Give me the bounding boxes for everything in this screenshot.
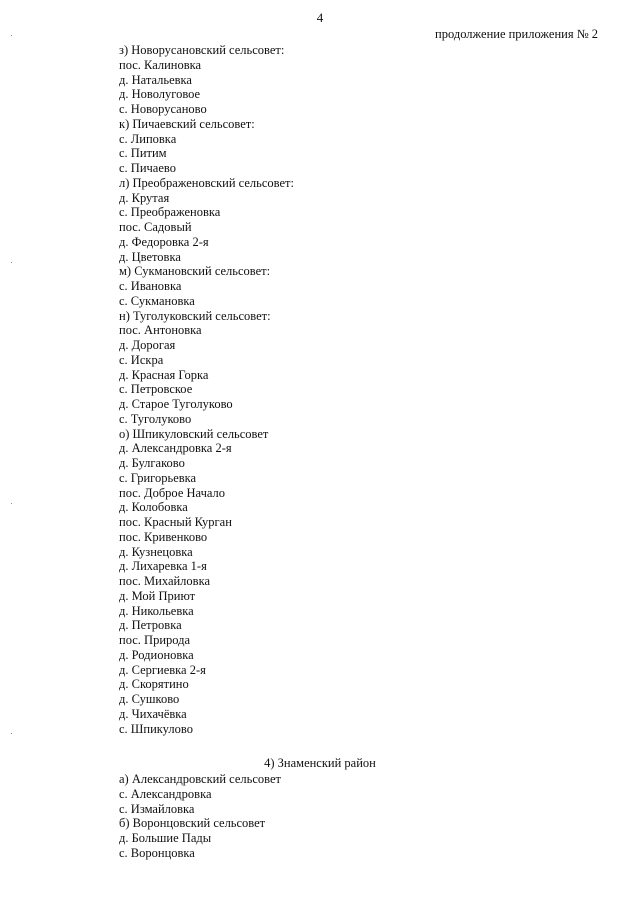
settlement-item: с. Александровка: [119, 786, 212, 801]
settlement-item: д. Колобовка: [119, 500, 188, 515]
settlement-item: д. Булгаково: [119, 456, 185, 470]
settlement-item: пос. Садовый: [119, 220, 192, 234]
settlement-item: с. Воронцовка: [119, 845, 195, 860]
settlement-item: пос. Красный Курган: [119, 515, 232, 529]
settlement-item: пос. Антоновка: [119, 323, 202, 338]
district-heading: 4) Знаменский район: [264, 756, 376, 770]
settlement-item: д. Цветовка: [119, 249, 181, 264]
scan-speck: [11, 35, 12, 36]
district-settlement-list: [119, 772, 281, 861]
settlement-item: д. Красная Горка: [119, 367, 209, 382]
settlement-item: д. Скорятино: [119, 677, 189, 692]
settlement-item: д. Родионовка: [119, 647, 194, 662]
settlement-item: д. Чихачёвка: [119, 706, 187, 721]
settlement-item: с. Шпикулово: [119, 721, 193, 736]
settlement-item: д. Крутая: [119, 190, 170, 205]
selsovet-heading: л) Преображеновский сельсовет:: [119, 175, 294, 190]
scan-speck: [11, 503, 12, 504]
scan-speck: [11, 262, 12, 263]
selsovet-heading: н) Туголуковский сельсовет:: [119, 308, 271, 323]
selsovet-heading: б) Воронцовский сельсовет: [119, 816, 266, 831]
settlement-item: с. Пичаево: [119, 161, 176, 175]
settlement-item: д. Сергиевка 2-я: [119, 662, 206, 677]
settlement-item: пос. Калиновка: [119, 57, 202, 72]
settlement-item: д. Большие Пады: [119, 831, 212, 845]
settlement-item: с. Сукмановка: [119, 293, 195, 308]
settlement-item: д. Кузнецовка: [119, 544, 193, 559]
settlement-item: д. Мой Приют: [119, 588, 196, 603]
settlement-item: с. Новорусаново: [119, 102, 207, 116]
selsovet-heading: к) Пичаевский сельсовет:: [119, 116, 255, 131]
selsovet-heading: а) Александровский сельсовет: [119, 772, 281, 786]
settlement-item: пос. Доброе Начало: [119, 485, 226, 500]
settlement-item: с. Туголуково: [119, 411, 192, 426]
continuation-note: продолжение приложения № 2: [435, 27, 598, 41]
settlement-item: д. Сушково: [119, 692, 180, 706]
settlement-item: пос. Михайловка: [119, 574, 210, 588]
settlement-item: с. Липовка: [119, 131, 177, 146]
settlement-item: с. Питим: [119, 146, 167, 161]
settlement-item: д. Петровка: [119, 618, 182, 633]
settlement-item: с. Ивановка: [119, 279, 182, 293]
settlement-item: с. Петровское: [119, 382, 193, 397]
settlement-item: с. Григорьевка: [119, 470, 197, 485]
selsovet-heading: з) Новорусановский сельсовет:: [119, 43, 285, 57]
settlement-item: д. Натальевка: [119, 72, 192, 87]
settlement-item: д. Лихаревка 1-я: [119, 559, 207, 574]
scan-speck: [11, 733, 12, 734]
settlement-item: с. Преображеновка: [119, 205, 221, 220]
settlement-item: д. Никольевка: [119, 603, 194, 618]
settlement-list: [119, 43, 294, 736]
settlement-item: д. Новолуговое: [119, 87, 201, 102]
selsovet-heading: м) Сукмановский сельсовет:: [119, 264, 271, 279]
settlement-item: д. Дорогая: [119, 338, 176, 352]
page-number: 4: [316, 10, 324, 25]
settlement-item: пос. Природа: [119, 633, 191, 647]
settlement-item: с. Измайловка: [119, 801, 195, 816]
settlement-item: пос. Кривенково: [119, 529, 208, 544]
settlement-item: с. Искра: [119, 352, 164, 367]
settlement-item: д. Федоровка 2-я: [119, 234, 209, 249]
settlement-item: д. Старое Туголуково: [119, 397, 233, 411]
settlement-item: д. Александровка 2-я: [119, 441, 232, 456]
selsovet-heading: о) Шпикуловский сельсовет: [119, 426, 269, 441]
